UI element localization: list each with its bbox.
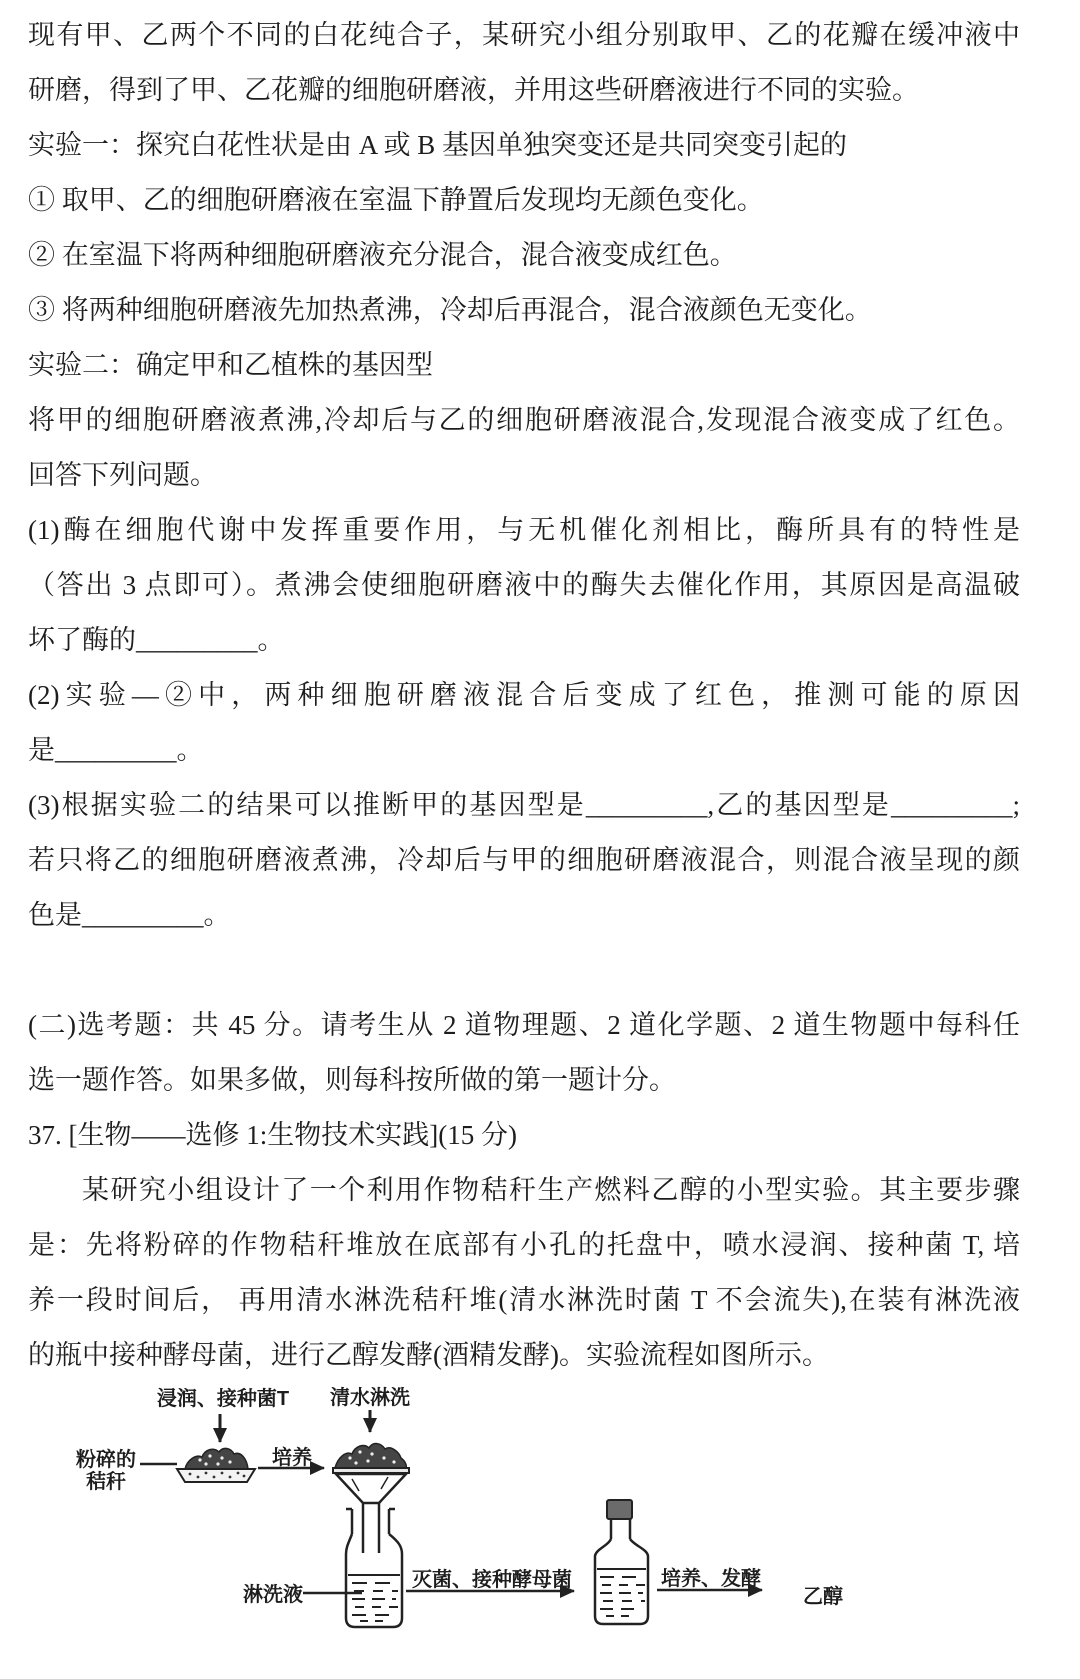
text-line-with-blank: (3)根据实验二的结果可以推断甲的基因型是_________,乙的基因型是_________;	[28, 790, 1020, 820]
label-soak-inoculate-t: 浸润、接种菌T	[156, 1388, 290, 1410]
text-line: (2)实验—②中，两种细胞研磨液混合后变成了红色，推测可能的原因	[28, 680, 1020, 710]
text-line-with-blank: 色是_________。	[28, 900, 231, 930]
blank-spacer	[28, 943, 1020, 998]
label-rinse-liquid: 淋洗液	[243, 1584, 303, 1606]
text-line: 实验一：探究白花性状是由 A 或 B 基因单独突变还是共同突变引起的	[28, 130, 848, 160]
text-line: 若只将乙的细胞研磨液煮沸，冷却后与甲的细胞研磨液混合，则混合液呈现的颜	[28, 845, 1020, 875]
text-line: 现有甲、乙两个不同的白花纯合子，某研究小组分别取甲、乙的花瓣在缓冲液中	[28, 20, 1020, 50]
text-line-with-blank: 是_________。	[28, 735, 204, 765]
text-line: ③ 将两种细胞研磨液先加热煮沸，冷却后再混合，混合液颜色无变化。	[28, 295, 872, 325]
straw-pile-on-funnel	[333, 1444, 409, 1473]
question-text-block	[28, 8, 1020, 1383]
text-line: (二)选考题：共 45 分。请考生从 2 道物理题、2 道化学题、2 道生物题中每科任	[28, 1010, 1020, 1040]
question-37-heading: 37. [生物——选修 1:生物技术实践](15 分)	[28, 1120, 517, 1150]
text-line: 养一段时间后， 再用清水淋洗秸秆堆(清水淋洗时菌 T 不会流失),在装有淋洗液	[28, 1285, 1020, 1315]
text-line: 选一题作答。如果多做，则每科按所做的第一题计分。	[28, 1065, 676, 1095]
label-ethanol: 乙醇	[803, 1586, 843, 1608]
label-crushed-straw-line2: 秸秆	[86, 1471, 126, 1493]
rinse-liquid-bottle	[346, 1509, 402, 1627]
label-crushed-straw-line1: 粉碎的	[76, 1449, 136, 1471]
straw-pile-on-tray	[177, 1448, 255, 1482]
text-line: ① 取甲、乙的细胞研磨液在室温下静置后发现均无颜色变化。	[28, 185, 764, 215]
text-line: ② 在室温下将两种细胞研磨液充分混合，混合液变成红色。	[28, 240, 737, 270]
text-line: 实验二：确定甲和乙植株的基因型	[28, 350, 433, 380]
text-line: 是：先将粉碎的作物秸秆堆放在底部有小孔的托盘中，喷水浸润、接种菌 T, 培	[28, 1230, 1020, 1260]
text-line: (1)酶在细胞代谢中发挥重要作用，与无机催化剂相比，酶所具有的特性是	[28, 515, 1020, 545]
bottle-cap	[607, 1500, 632, 1519]
label-culture-ferment: 培养、发酵	[661, 1568, 761, 1590]
text-line: 回答下列问题。	[28, 460, 217, 490]
experiment-flow-diagram	[0, 1370, 1080, 1674]
fermentation-bottle	[595, 1500, 648, 1624]
text-line: 研磨，得到了甲、乙花瓣的细胞研磨液，并用这些研磨液进行不同的实验。	[28, 75, 919, 105]
label-culture: 培养	[272, 1447, 312, 1469]
text-line-with-blank: 坏了酶的_________。	[28, 625, 285, 655]
text-line: 某研究小组设计了一个利用作物秸秆生产燃料乙醇的小型实验。其主要步骤	[82, 1175, 1020, 1205]
text-line: （答出 3 点即可）。煮沸会使细胞研磨液中的酶失去催化作用，其原因是高温破	[28, 570, 1020, 600]
label-water-rinse: 清水淋洗	[330, 1387, 410, 1409]
text-line: 将甲的细胞研磨液煮沸,冷却后与乙的细胞研磨液混合,发现混合液变成了红色。	[28, 405, 1020, 435]
text-line: 的瓶中接种酵母菌，进行乙醇发酵(酒精发酵)。实验流程如图所示。	[28, 1340, 829, 1370]
label-sterilize-inoculate-yeast: 灭菌、接种酵母菌	[412, 1569, 572, 1591]
